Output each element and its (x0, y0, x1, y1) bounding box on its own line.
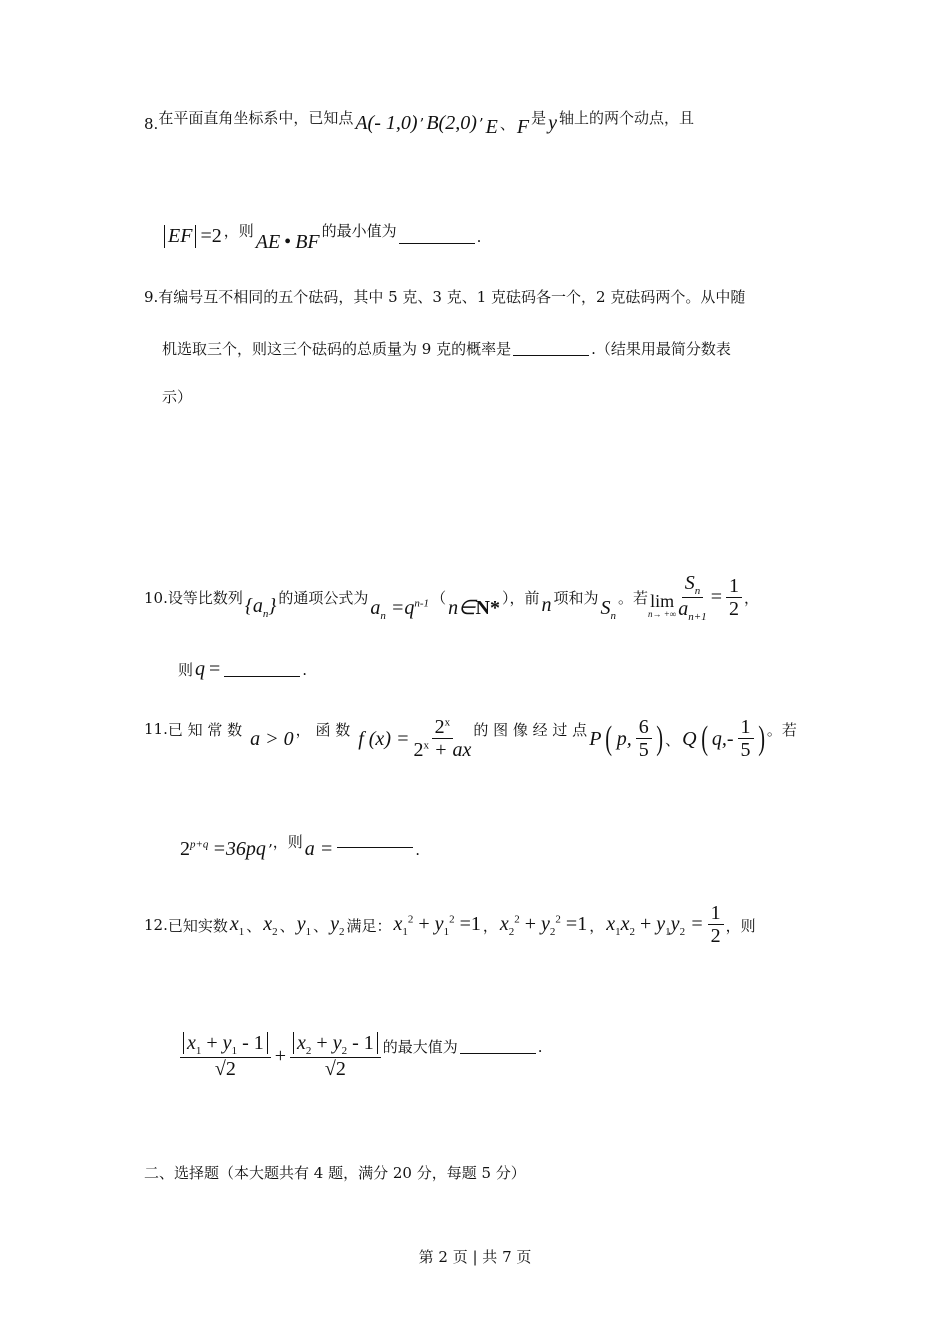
equation-2: $x_2^2 + y_2^2 =1$ (499, 912, 588, 938)
text: ，则 (725, 916, 756, 935)
text: ， 函 数 (295, 720, 351, 739)
var-y2: $y_2$ (330, 912, 345, 938)
period: . (537, 1037, 543, 1056)
dot-product: • (284, 231, 292, 253)
text: 是 (531, 109, 547, 127)
text: 。若 (766, 720, 797, 739)
period: . (415, 840, 421, 859)
power-expression: $2^{p+q}$ (180, 838, 209, 860)
point-b: B(2,0) (426, 112, 477, 134)
text: 设等比数列 (167, 589, 243, 608)
text: 的通项公式为 (278, 589, 369, 608)
fraction-term-2: $\frac{x_2 + y_2 - 1}{√2}$ (290, 1032, 381, 1081)
text: （ (431, 589, 447, 608)
text: 已知实数 (167, 916, 228, 935)
question-12-line-2 (178, 1032, 543, 1081)
general-term: $a_n =q^{n-1}$ (370, 597, 430, 623)
var-x2: $x_2$ (263, 912, 278, 938)
question-9-line-1 (144, 286, 745, 307)
text: 已 知 常 数 (167, 720, 243, 739)
text: 。若 (617, 589, 648, 608)
text: 的最小值为 (321, 222, 397, 240)
text: 的 图 像 经 过 点 (473, 720, 588, 739)
text: 则 (178, 661, 194, 679)
point-p: P (589, 727, 602, 750)
equals-2: =2 (200, 225, 222, 247)
text: 机选取三个，则这三个砝码的总质量为 9 克的概率是 (162, 340, 512, 358)
page-footer: 第 2 页 | 共 7 页 (418, 1248, 532, 1266)
fraction-term-1: $\frac{x_1 + y_1 - 1}{√2}$ (180, 1032, 271, 1081)
question-8-line-2 (162, 222, 482, 253)
answer-blank[interactable] (460, 1039, 536, 1054)
fraction-sn-over-an1: $\frac{S_n}{a_{n+1}}$ (678, 572, 707, 624)
fraction-one-half: $\frac{1}{2}$ (726, 575, 742, 621)
fraction-one-half: $\frac{1}{2}$ (708, 902, 724, 948)
question-10-line-1 (144, 572, 759, 624)
question-number: 11. (144, 720, 168, 738)
plus: + (274, 1045, 287, 1068)
vector-bf: BF (295, 231, 320, 253)
var-q: q (195, 658, 206, 680)
text: 示） (162, 388, 193, 406)
question-9-line-2 (162, 338, 731, 359)
question-12-line-1: 12. 已知实数 $x_1$ 、 $x_2$ 、 $y_1$ 、 $y_2$ 满足： $x_1^2 + y_1^2 =1$ ， $x_2^2 + y_2^2 =1$ ， $x_1x_2 + y_1y_2$ = $\frac{1}{2}$ ，则 (144, 902, 756, 947)
point-a: A(- 1,0) (355, 112, 418, 134)
var-q: q,- (711, 727, 734, 750)
function-f: f (x) = (358, 727, 410, 750)
equation: =36pq (212, 838, 266, 860)
var-p: p, (616, 727, 632, 750)
text: 9.有编号互不相同的五个砝码，其中 5 克、3 克、1 克砝码各一个，2 克砝码两个。从中随 (144, 288, 746, 306)
var-x1: $x_1$ (229, 912, 245, 938)
question-number: 8. (144, 114, 159, 133)
text: ，则 (272, 833, 303, 851)
text: 满足： (346, 916, 392, 935)
text: 的最大值为 (382, 1038, 458, 1057)
text: ），前 (501, 589, 540, 608)
var-y: y (548, 112, 557, 134)
question-10-line-2 (178, 658, 307, 681)
question-8-line-1: 8. 在平面直角坐标系中，已知点 A(- 1,0) ’ B(2,0) ’ E 、 F 是 y 轴上的两个动点，且 (144, 109, 695, 138)
question-number: 12. (144, 916, 168, 934)
equation-1: $x_1^2 + y_1^2 =1$ (393, 912, 481, 938)
fraction-function: $\frac{2^x}{2^x + ax}$ (413, 716, 472, 761)
answer-blank[interactable] (337, 847, 413, 848)
n-in-n-star: n∈N* (448, 597, 500, 620)
fraction-one-fifth: $\frac{1}{5}$ (738, 716, 754, 762)
equation-3: $x_1x_2 + y_1y_2$ = (606, 912, 704, 938)
vector-ae: AE (255, 231, 281, 253)
answer-blank[interactable] (399, 229, 475, 244)
sum-sn: $S_n$ (600, 597, 616, 623)
text: 轴上的两个动点，且 (559, 109, 695, 127)
section-title: 二、选择题（本大题共有 4 题，满分 20 分，每题 5 分） (144, 1164, 526, 1182)
text: 、 (665, 730, 681, 749)
text: .（结果用最简分数表 (591, 340, 731, 358)
point-e: E (485, 116, 498, 138)
equals: = (710, 586, 722, 609)
var-n: n (541, 594, 552, 617)
abs-ef: EF (164, 225, 196, 248)
period: . (302, 660, 308, 679)
var-y1: $y_1$ (296, 912, 312, 938)
equals: = (209, 658, 221, 680)
text: ，则 (223, 222, 254, 240)
fraction-six-fifths: $\frac{6}{5}$ (636, 716, 652, 762)
period: . (476, 227, 482, 246)
text: 项和为 (553, 589, 599, 608)
point-f: F (516, 116, 530, 138)
section-2-heading (144, 1162, 526, 1183)
text: ， (743, 589, 759, 608)
question-11-line-2: $2^{p+q}$ =36pq ’ ，则 a = . (180, 833, 421, 860)
sequence-an: $\{a_n\}$ (244, 595, 277, 621)
answer-blank[interactable] (224, 662, 300, 677)
var-a: a = (304, 838, 334, 860)
point-q: Q (682, 727, 697, 750)
text: 在平面直角坐标系中，已知点 (158, 109, 354, 127)
question-11-line-1: 11. 已 知 常 数 a > 0 ， 函 数 f (x) = $\frac{2^x}{2^x + ax}$ 的 图 像 经 过 点 P ( p, $\frac{6}{5}$ ) 、 Q ( q,- $\frac{1}{5}$ ) 。若 (144, 716, 797, 761)
question-9-line-3 (162, 386, 192, 407)
limit: lim n→ +∞ (648, 591, 677, 620)
answer-blank[interactable] (513, 341, 589, 356)
condition-a-positive: a > 0 (250, 727, 294, 750)
question-number: 10. (144, 588, 168, 607)
